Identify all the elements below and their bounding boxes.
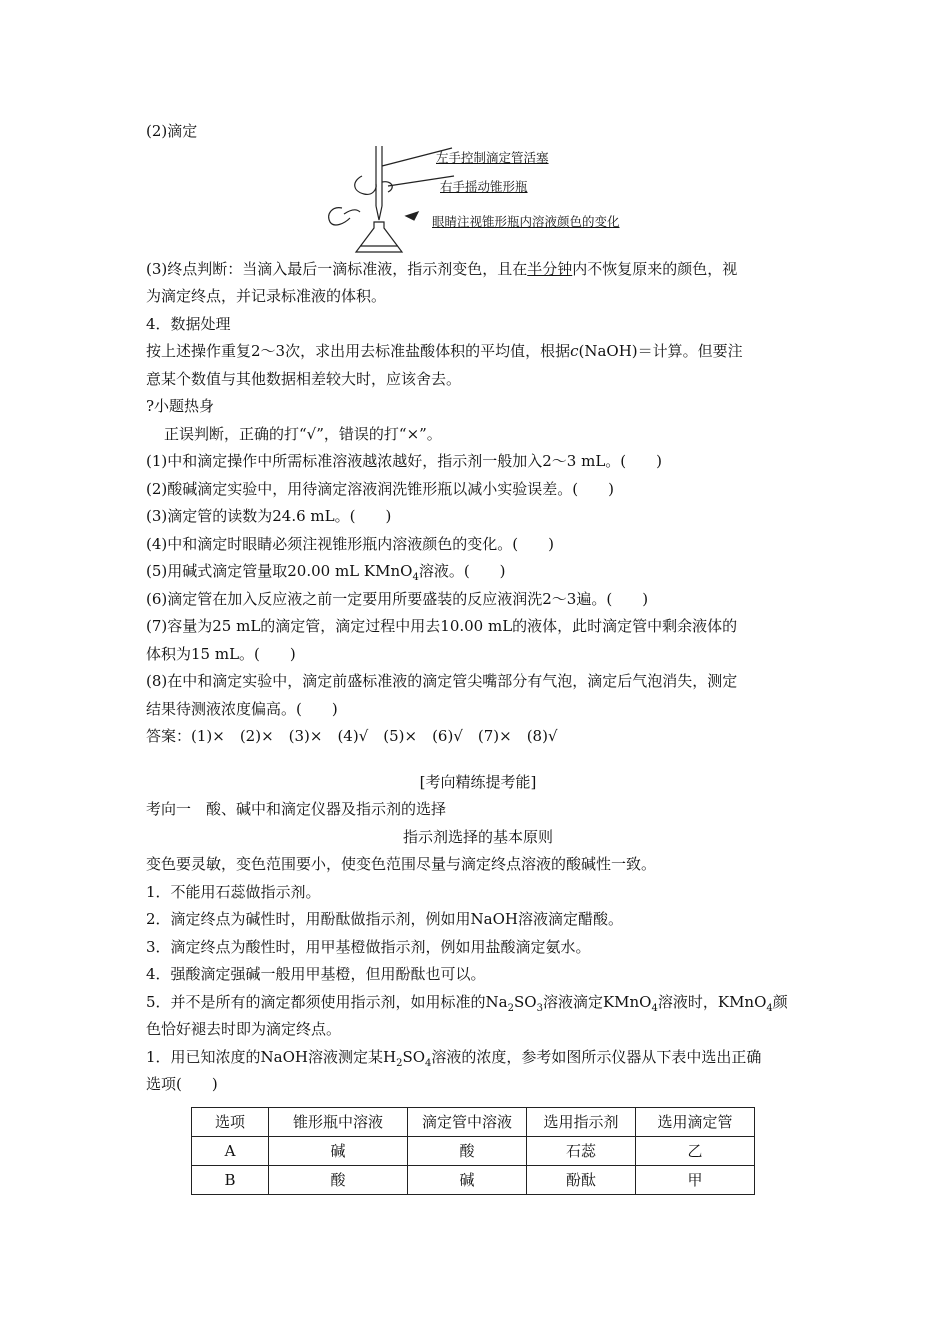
titration-figure: [146, 146, 810, 256]
underlined-term: 半分钟: [527, 259, 573, 278]
table-cell: 酚酞: [527, 1165, 636, 1194]
section-heading: [考向精练提考能]: [419, 772, 537, 791]
principle-title: 指示剂选择的基本原则: [402, 827, 553, 846]
quiz-item: (4)中和滴定时眼睛必须注视锥形瓶内溶液颜色的变化。( ): [146, 534, 554, 553]
table-cell: 酸: [269, 1165, 408, 1194]
endpoint-paragraph: (3)终点判断：当滴入最后一滴标准液，指示剂变色，且在半分钟内不恢复原来的颜色，视: [146, 259, 738, 278]
quiz-item: (1)中和滴定操作中所需标准溶液越浓越好，指示剂一般加入2～3 mL。( ): [146, 452, 662, 470]
quiz-title: ?小题热身: [146, 397, 215, 415]
direction-title: 考向一 酸、碱中和滴定仪器及指示剂的选择: [146, 800, 447, 818]
principle-item: 3．滴定终点为酸性时，用甲基橙做指示剂，例如用盐酸滴定氨水。: [146, 937, 591, 956]
principle-item: 5．并不是所有的滴定都须使用指示剂，如用标准的$Na_2SO_3$溶液滴定KMnO$_4$溶液时，KMnO$_4$颜: [146, 992, 788, 1014]
exercise-1: 1．用已知浓度的NaOH溶液测定某$H_2SO_4$溶液的浓度，参考如图所示仪器从下表中选出正确: [146, 1047, 762, 1069]
table-cell: 碱: [408, 1165, 527, 1194]
section-4-title: 4．数据处理: [146, 314, 231, 333]
table-cell: B: [192, 1165, 269, 1194]
table-row: [192, 1165, 755, 1194]
principle-item: 2．滴定终点为碱性时，用酚酞做指示剂，例如用NaOH溶液滴定醋酸。: [146, 910, 623, 928]
table-header: 选用滴定管: [636, 1107, 755, 1136]
table-cell: A: [192, 1136, 269, 1165]
table-cell: 酸: [408, 1136, 527, 1165]
table-cell: 石蕊: [527, 1136, 636, 1165]
quiz-item: (2)酸碱滴定实验中，用待滴定溶液润洗锥形瓶以减小实验误差。( ): [146, 479, 614, 498]
quiz-item: (3)滴定管的读数为24.6 mL。( ): [146, 507, 392, 525]
table-cell: 甲: [636, 1165, 755, 1194]
data-processing-paragraph: 按上述操作重复2～3次，求出用去标准盐酸体积的平均值，根据c(NaOH)＝计算。但要注: [146, 342, 743, 360]
table-cell: 乙: [636, 1136, 755, 1165]
table-cell: 碱: [269, 1136, 408, 1165]
principle-item: 1．不能用石蕊做指示剂。: [146, 882, 321, 901]
section-2-title: (2)滴定: [146, 122, 198, 140]
quiz-intro: 正误判断，正确的打“√”，错误的打“×”。: [164, 424, 442, 443]
quiz-item: (7)容量为25 mL的滴定管，滴定过程中用去10.00 mL的液体，此时滴定管中剩余液体的: [146, 617, 738, 635]
figure-label-right-hand: 右手摇动锥形瓶: [440, 178, 528, 194]
table-header: 滴定管中溶液: [408, 1107, 527, 1136]
figure-label-left-hand: 左手控制滴定管活塞: [436, 149, 549, 165]
table-header-row: [192, 1107, 755, 1136]
figure-label-eyes: 眼睛注视锥形瓶内溶液颜色的变化: [432, 213, 620, 229]
answer-key: 答案：(1)× (2)× (3)× (4)√ (5)× (6)√ (7)× (8)√: [146, 727, 558, 745]
table-header: 选用指示剂: [527, 1107, 636, 1136]
table-row: [192, 1136, 755, 1165]
table-header: 锥形瓶中溶液: [269, 1107, 408, 1136]
table-header: 选项: [192, 1107, 269, 1136]
principle-item: 4．强酸滴定强碱一般用甲基橙，但用酚酞也可以。: [146, 965, 486, 983]
principle-text: 变色要灵敏，变色范围要小，使变色范围尽量与滴定终点溶液的酸碱性一致。: [146, 855, 657, 873]
quiz-item: (8)在中和滴定实验中，滴定前盛标准液的滴定管尖嘴部分有气泡，滴定后气泡消失，测定: [146, 672, 738, 690]
document-page: (2)滴定 左手控制滴定管活塞 右手摇动锥形瓶 眼睛注视锥形瓶内溶液颜色的变化 (3)终点判断：当滴入最后一滴标准液，指示剂变色，且在半分钟内不恢复原来的颜色，视 为滴定终点，并记录标准液的体积。 4．数据处理 按上述操作重复2～3次，求出用去标准盐酸体积的平均值，根据c(NaOH)＝计算。但要注 意某个数值与其他数据相差较大时，应该舍去。 ?小题热身 正误判断，正确的打“√”，错误的打“×”。 (1)中和滴定操作中所需标准溶液越浓越好，指示剂一般加入2～3 mL。( ) (2)酸碱滴定实验中，用待滴定溶液润洗锥形瓶以减小实验误差。( ) (3)滴定管的读数为24.6 mL。( ) (4)中和滴定时眼睛必须注视锥形瓶内溶液颜色的变化。( ) (5)用碱式滴定管量取20.00 mL KMnO$_4$溶液。( ) (6)滴定管在加入反应液之前一定要用所要盛装的反应液润洗2～3遍。( ) (7)容量为25 mL的滴定管，滴定过程中用去10.00 mL的液体，此时滴定管中剩余液体的 体积为15 mL。( ) (8)在中和滴定实验中，滴定前盛标准液的滴定管尖嘴部分有气泡，滴定后气泡消失，测定 结果待测液浓度偏高。( ) 答案：(1)× (2)× (3)× (4)√ (5)× (6)√ (7)× (8)√ [考向精练提考能] 考向一 酸、碱中和滴定仪器及指示剂的选择 指示剂选择的基本原则 变色要灵敏，变色范围要小，使变色范围尽量与滴定终点溶液的酸碱性一致。 1．不能用石蕊做指示剂。 2．滴定终点为碱性时，用酚酞做指示剂，例如用NaOH溶液滴定醋酸。 3．滴定终点为酸性时，用甲基橙做指示剂，例如用盐酸滴定氨水。 4．强酸滴定强碱一般用甲基橙，但用酚酞也可以。 5．并不是所有的滴定都须使用指示剂，如用标准的$Na_2SO_3$溶液滴定KMnO$_4$溶液时，KMnO$_4$颜 色恰好褪去时即为滴定终点。 1．用已知浓度的NaOH溶液测定某$H_2SO_4$溶液的浓度，参考如图所示仪器从下表中选出正确 选项( ) 选项 锥形瓶中溶液 滴定管中溶液 选用指示剂 选用滴定管 A 碱 酸 石蕊 乙 B 酸 碱 酚酞 甲: [146, 118, 810, 1195]
quiz-item: (5)用碱式滴定管量取20.00 mL KMnO$_4$溶液。( ): [146, 562, 506, 583]
quiz-item: (6)滴定管在加入反应液之前一定要用所要盛装的反应液润洗2～3遍。( ): [146, 589, 649, 608]
options-table: [191, 1107, 755, 1195]
